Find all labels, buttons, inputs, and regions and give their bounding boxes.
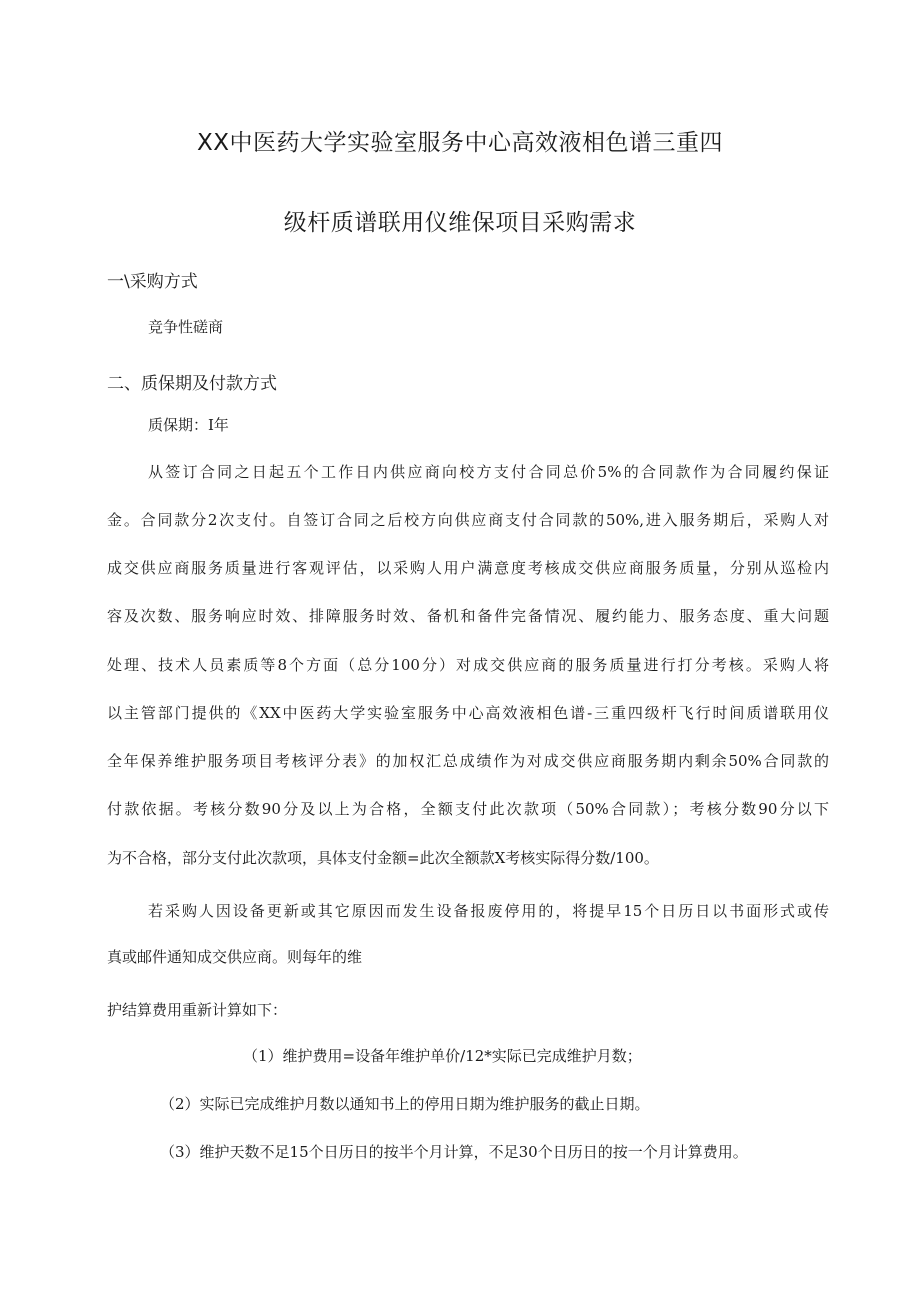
document-title-line-1: XX中医药大学实验室服务中心高效液相色谱三重四 — [196, 130, 723, 156]
section-1-heading: 一\采购方式 — [107, 272, 198, 292]
document-title-line-2: 级杆质谱联用仪维保项目采购需求 — [283, 210, 637, 236]
calculation-item: （1）维护费用=设备年维护单价/12*实际已完成维护月数； — [243, 1047, 642, 1065]
paragraph-line: 以主管部门提供的《XX中医药大学实验室服务中心高效液相色谱-三重四级杆飞行时间质谱联用仪 — [107, 704, 829, 722]
paragraph-line: 付款依据。考核分数90分及以上为合格，全额支付此次款项（50%合同款）；考核分数90分以下 — [107, 800, 829, 818]
warranty-period: 质保期：I年 — [148, 416, 229, 434]
procurement-method: 竞争性磋商 — [148, 318, 224, 336]
calculation-item: （2）实际已完成维护月数以通知书上的停用日期为维护服务的截止日期。 — [160, 1095, 650, 1113]
paragraph-line: 金。合同款分2次支付。自签订合同之后校方向供应商支付合同款的50%,进入服务期后，采购人对 — [107, 511, 829, 529]
paragraph-line: 从签订合同之日起五个工作日内供应商向校方支付合同总价5%的合同款作为合同履约保证 — [148, 463, 829, 481]
paragraph-line: 容及次数、服务响应时效、排障服务时效、备机和备件完备情况、履约能力、服务态度、重大问题 — [107, 607, 829, 625]
paragraph-line: 真或邮件通知成交供应商。则每年的维 — [107, 948, 363, 966]
calculation-intro: 护结算费用重新计算如下： — [107, 1001, 288, 1019]
calculation-item: （3）维护天数不足15个日历日的按半个月计算，不足30个日历日的按一个月计算费用。 — [160, 1143, 748, 1161]
section-2-heading: 二、质保期及付款方式 — [107, 374, 277, 394]
paragraph-line: 处理、技术人员素质等8个方面（总分100分）对成交供应商的服务质量进行打分考核。采购人将 — [107, 656, 829, 674]
paragraph-line: 全年保养维护服务项目考核评分表》的加权汇总成绩作为对成交供应商服务期内剩余50%合同款的 — [107, 752, 829, 770]
paragraph-line: 若采购人因设备更新或其它原因而发生设备报废停用的，将提早15个日历日以书面形式或传 — [148, 902, 829, 920]
paragraph-line: 为不合格，部分支付此次款项，具体支付金额=此次全额款X考核实际得分数/100。 — [107, 849, 659, 867]
paragraph-line: 成交供应商服务质量进行客观评估，以采购人用户满意度考核成交供应商服务质量，分别从巡检内 — [107, 559, 829, 577]
